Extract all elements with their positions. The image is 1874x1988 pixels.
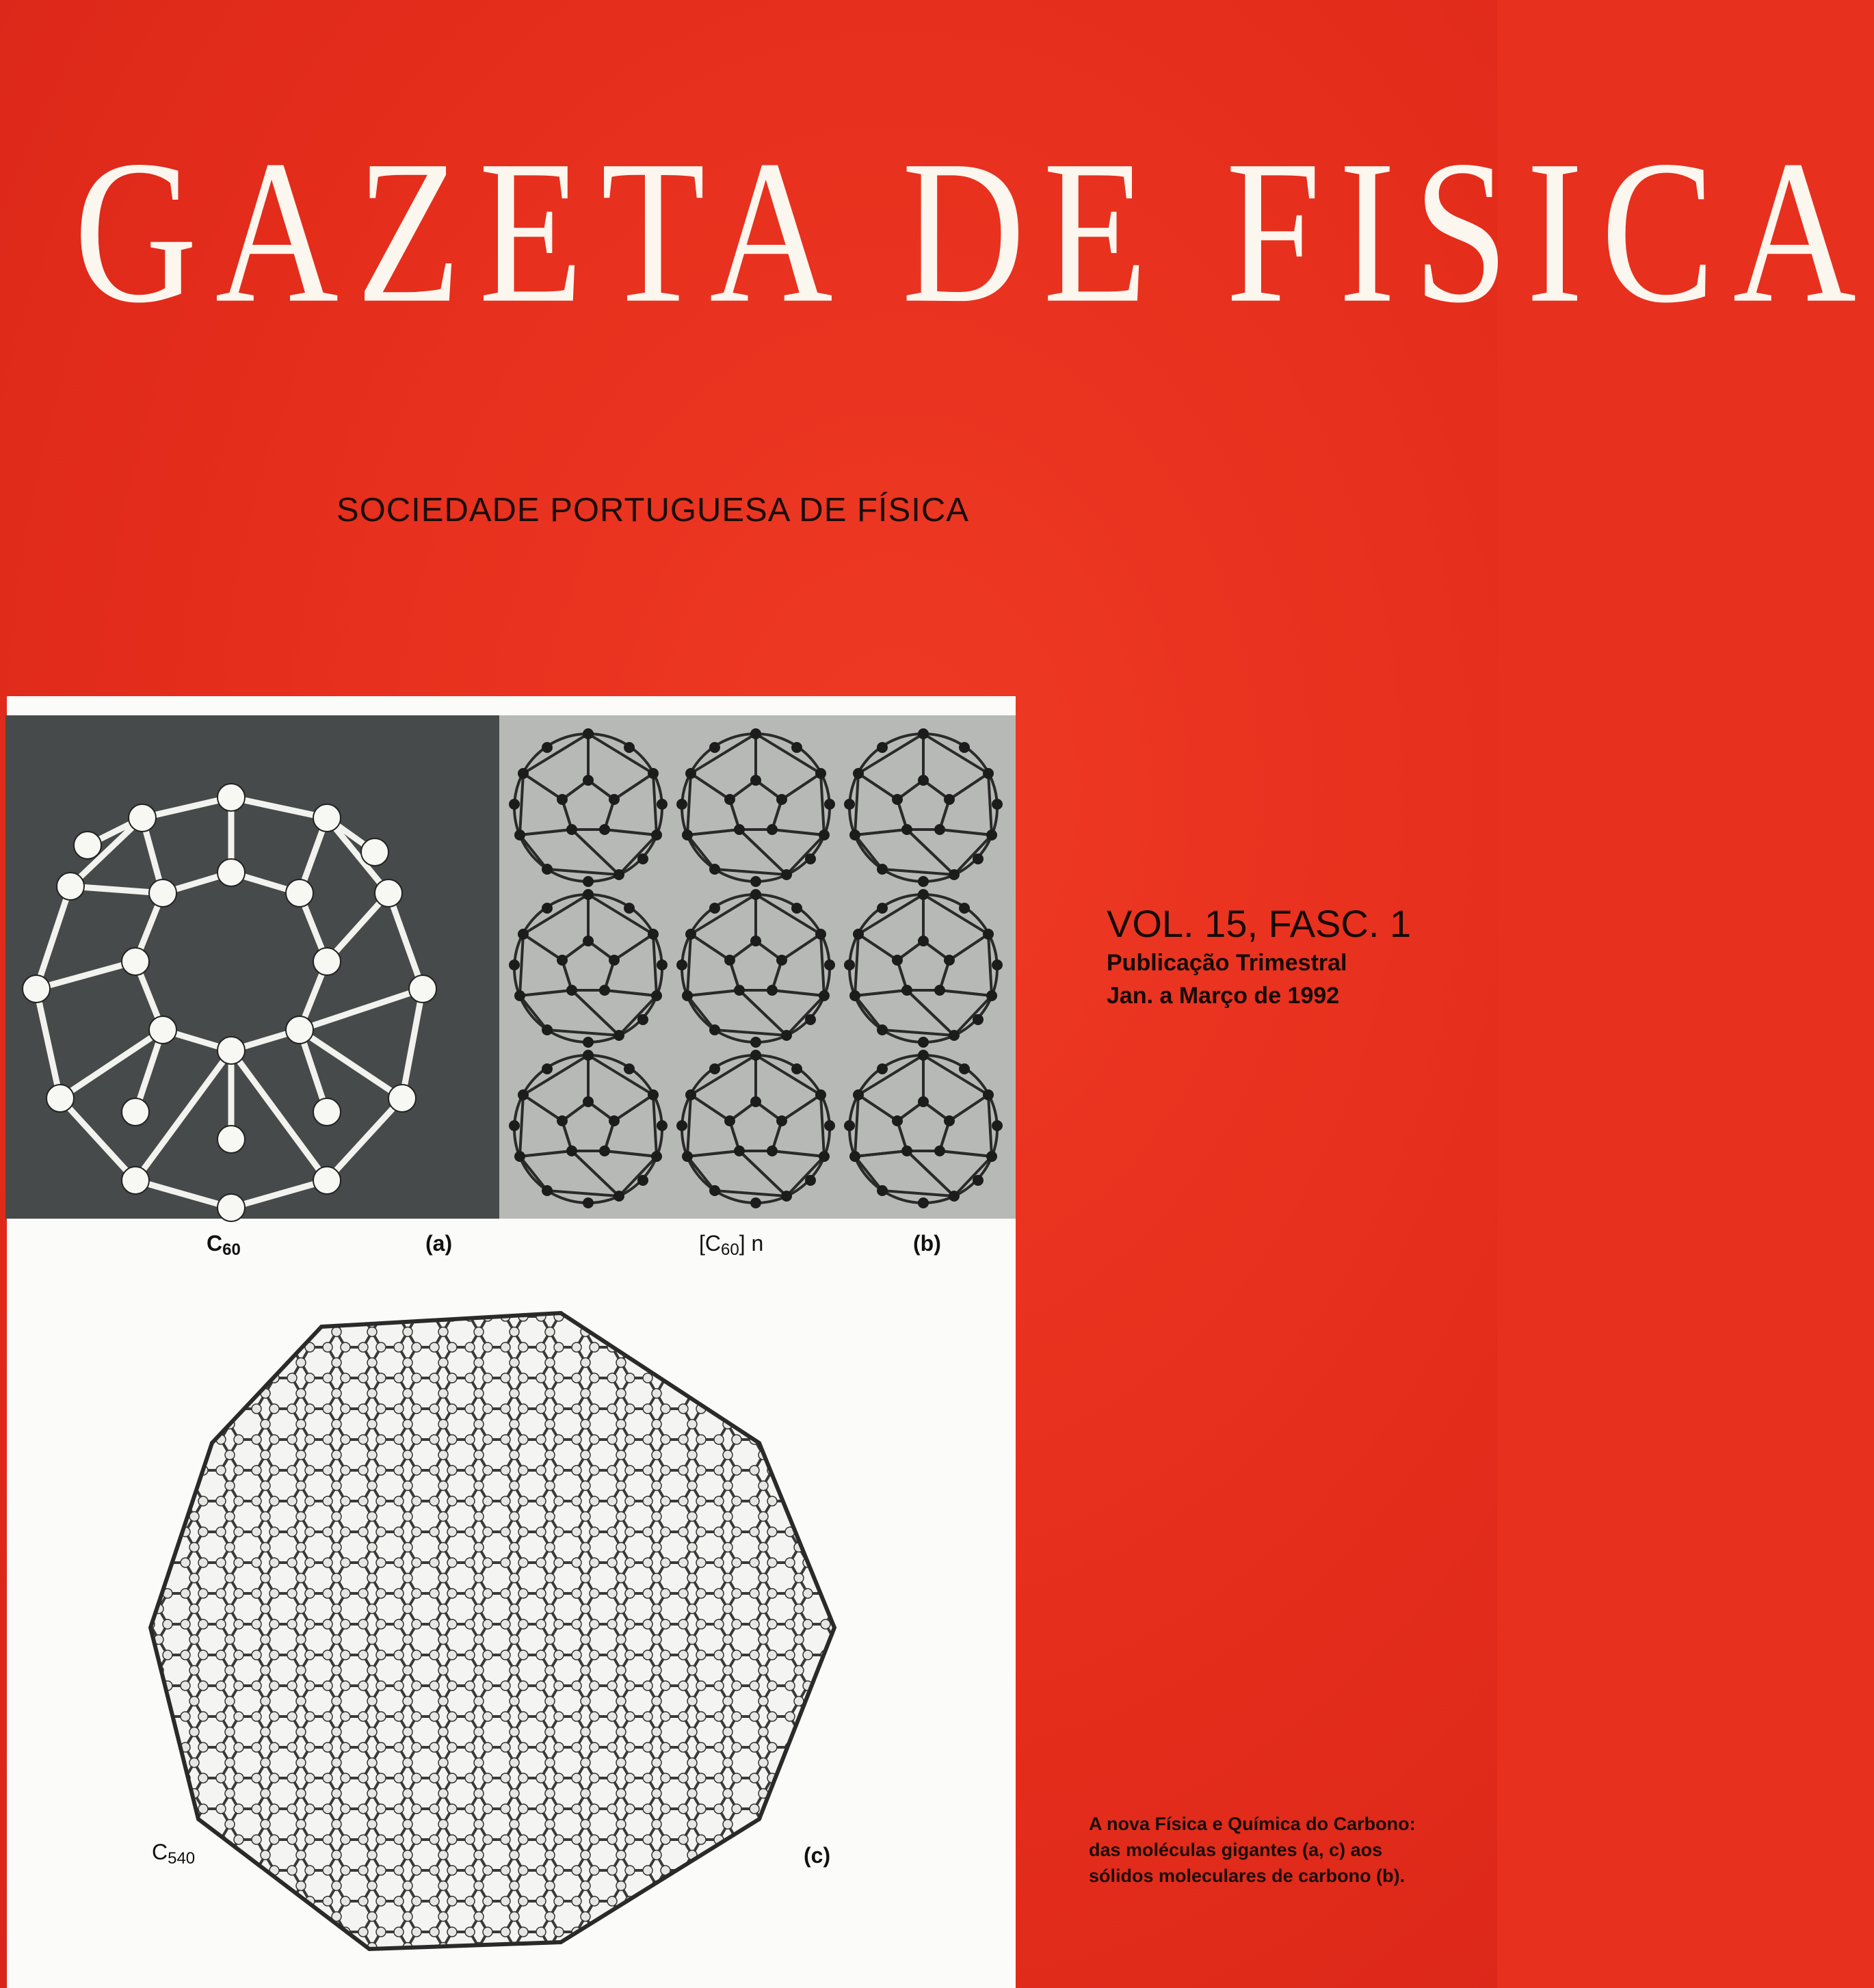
caption-line: A nova Física e Química do Carbono: — [1089, 1814, 1416, 1834]
label-b: (b) — [913, 1231, 941, 1256]
label-c: (c) — [804, 1843, 831, 1868]
label-a: (a) — [425, 1231, 453, 1256]
publication-frequency: Publicação Trimestral — [1107, 950, 1347, 976]
issue-date: Jan. a Março de 1992 — [1107, 983, 1340, 1009]
magazine-title: GAZETA DE FISICA — [74, 118, 1874, 346]
label-c540: $C_{540}$ — [152, 1840, 196, 1868]
caption-line: das moléculas gigantes (a, c) aos — [1089, 1840, 1383, 1860]
c540-molecule-image — [123, 1286, 862, 1970]
label-c60-n: $[C_{60}]$ n — [699, 1231, 764, 1259]
volume-number: VOL. 15, FASC. 1 — [1107, 902, 1412, 945]
issue-info — [1107, 901, 1411, 1012]
label-c60: $C_{60}$ — [207, 1231, 241, 1259]
publisher-name: SOCIEDADE PORTUGUESA DE FÍSICA — [336, 492, 969, 529]
c60-molecule-image — [5, 715, 499, 1219]
caption-line: sólidos moleculares de carbono (b). — [1089, 1866, 1406, 1886]
cover-caption — [1089, 1811, 1472, 1889]
c60-crystal-image — [499, 715, 1016, 1219]
